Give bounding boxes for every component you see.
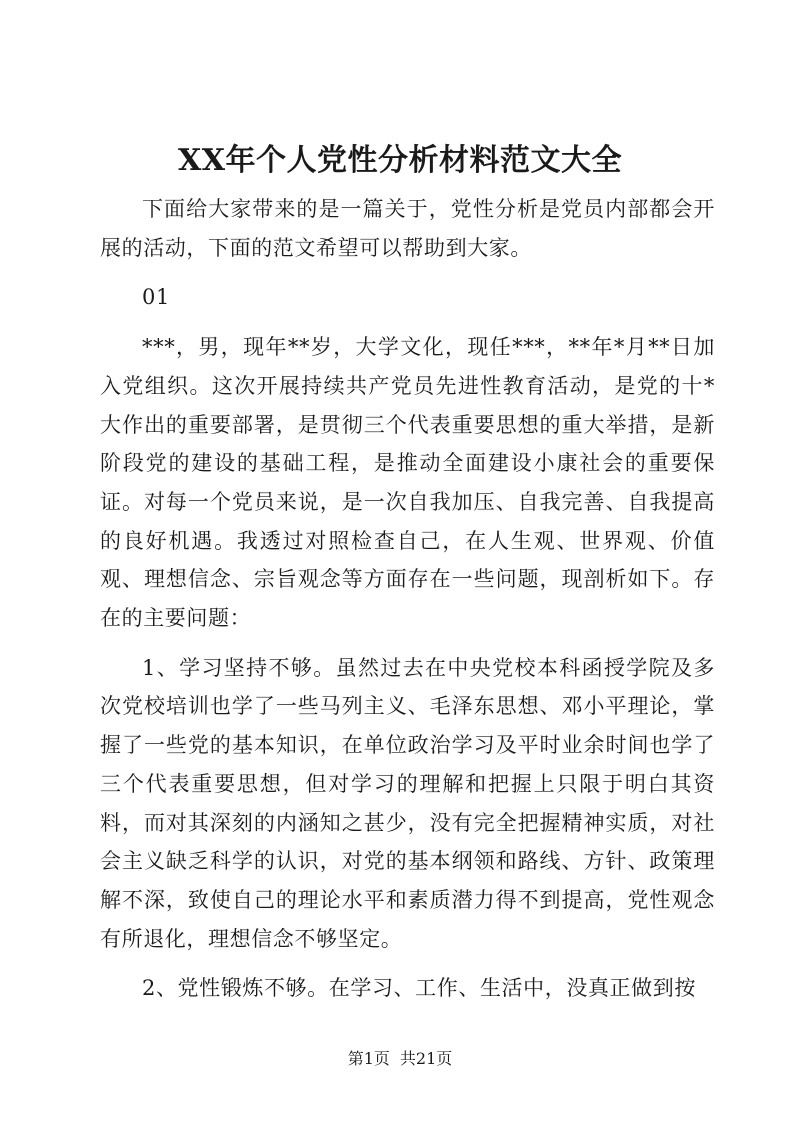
page-footer	[0, 1048, 800, 1070]
document-title: XX年个人党性分析材料范文大全	[177, 143, 623, 178]
problem-1-paragraph: 1、学习坚持不够。虽然过去在中央党校本科函授学院及多次党校培训也学了一些马列主义、毛泽东思想、邓小平理论，掌握了一些党的基本知识，在单位政治学习及平时业余时间也学了三个代表重要思想，但对学习的理解和把握上只限于明白其资料，而对其深刻的内涵知之甚少，没有完全把握精神实质，对社会主义缺乏科学的认识，对党的基本纲领和路线、方针、政策理解不深，致使自己的理论水平和素质潜力得不到提高，党性观念有所退化，理想信念不够坚定。	[100, 655, 715, 951]
self-introduction-paragraph: ***，男，现年**岁，大学文化，现任***，**年*月**日加入党组织。这次开展持续共产党员先进性教育活动，是党的十*大作出的重要部署，是贯彻三个代表重要思想的重大举措，是新阶段党的建设的基础工程，是推动全面建设小康社会的重要保证。对每一个党员来说，是一次自我加压、自我完善、自我提高的良好机遇。我透过对照检查自己，在人生观、世界观、价值观、理想信念、宗旨观念等方面存在一些问题，现剖析如下。存在的主要问题：	[100, 335, 715, 631]
problem-2-paragraph: 2、党性锻炼不够。在学习、工作、生活中，没真正做到按	[142, 976, 696, 1001]
page-number: 第1页	[347, 1049, 390, 1068]
section-number: 01	[142, 285, 170, 310]
intro-paragraph: 下面给大家带来的是一篇关于，党性分析是党员内部都会开展的活动，下面的范文希望可以帮助到大家。	[100, 197, 715, 260]
page-total: 共21页	[399, 1049, 453, 1068]
document-body	[100, 190, 715, 1008]
